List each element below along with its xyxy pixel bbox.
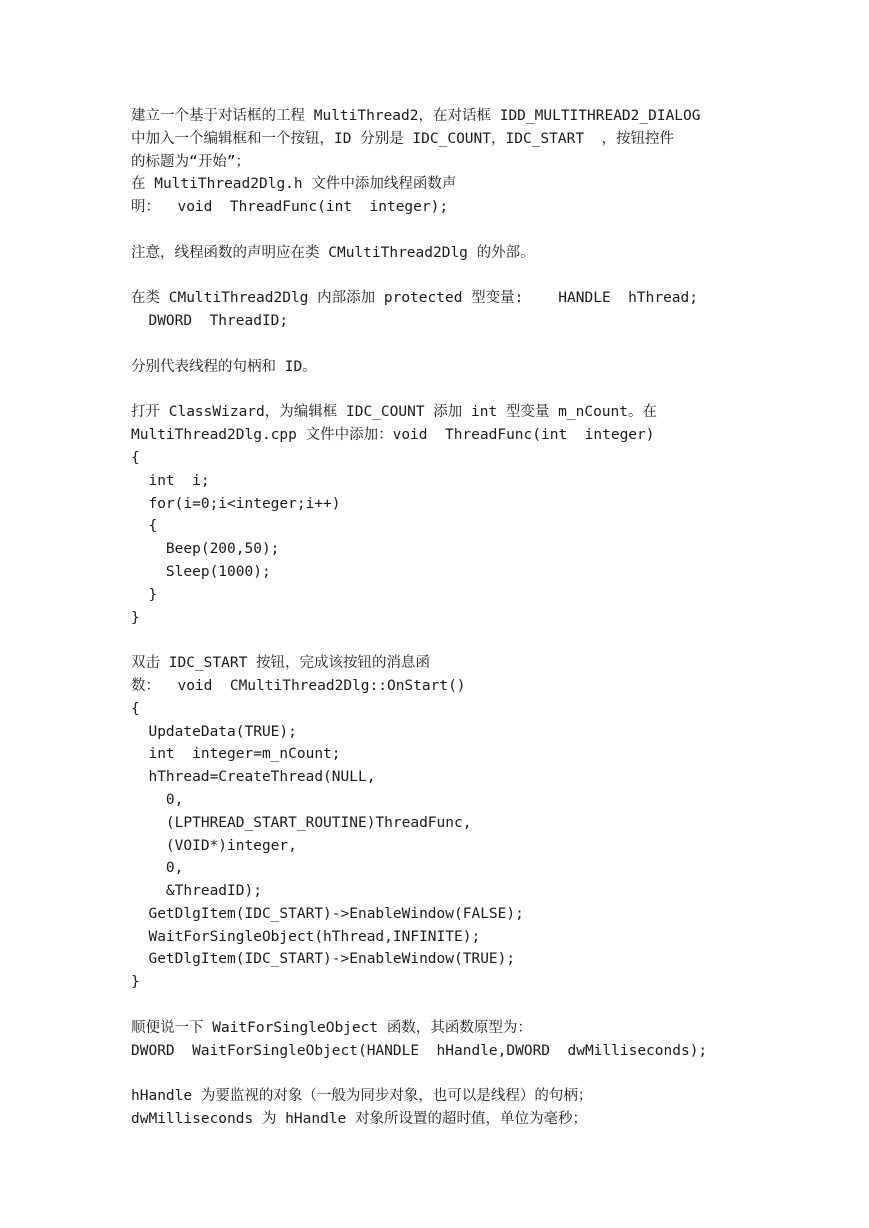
text-line: 打开 ClassWizard，为编辑框 IDC_COUNT 添加 int 型变量 m_nCount。在: [131, 404, 657, 421]
text-line: 顺便说一下 WaitForSingleObject 函数，其函数原型为：: [131, 1019, 532, 1036]
blank-line: [131, 629, 771, 652]
text-line: 在类 CMultiThread2Dlg 内部添加 protected 型变量: HANDLE hThread;: [131, 290, 698, 307]
blank-line: [131, 265, 771, 288]
document-body: [131, 105, 771, 1131]
blank-line: [131, 1062, 771, 1085]
code-line: (VOID*)integer,: [131, 837, 297, 854]
code-line: }: [131, 609, 140, 626]
code-line: GetDlgItem(IDC_START)->EnableWindow(TRUE);: [131, 951, 516, 968]
code-line: hThread=CreateThread(NULL,: [131, 769, 376, 786]
code-line: DWORD WaitForSingleObject(HANDLE hHandle,DWORD dwMilliseconds);: [131, 1042, 708, 1059]
blank-line: [131, 333, 771, 356]
text-line: 注意，线程函数的声明应在类 CMultiThread2Dlg 的外部。: [131, 244, 535, 261]
text-line: 中加入一个编辑框和一个按钮，ID 分别是 IDC_COUNT，IDC_START ，按钮控件: [131, 130, 675, 147]
code-line: Sleep(1000);: [131, 563, 271, 580]
code-line: Beep(200,50);: [131, 541, 280, 558]
code-line: int integer=m_nCount;: [131, 746, 341, 763]
text-line: dwMilliseconds 为 hHandle 对象所设置的超时值，单位为毫秒；: [131, 1111, 588, 1128]
code-line: int i;: [131, 472, 210, 489]
text-line: 双击 IDC_START 按钮，完成该按钮的消息函: [131, 655, 431, 672]
text-line: 建立一个基于对话框的工程 MultiThread2，在对话框 IDD_MULTITHREAD2_DIALOG: [131, 108, 701, 124]
code-line: UpdateData(TRUE);: [131, 723, 297, 740]
blank-line: [131, 219, 771, 242]
code-line: {: [131, 518, 158, 535]
blank-line: [131, 994, 771, 1017]
code-line: 0,: [131, 860, 184, 877]
code-line: }: [131, 974, 140, 991]
code-line: DWORD ThreadID;: [131, 313, 289, 330]
text-line: hHandle 为要监视的对象（一般为同步对象，也可以是线程）的句柄；: [131, 1088, 593, 1105]
code-line: &ThreadID);: [131, 883, 262, 900]
code-line: {: [131, 700, 140, 717]
code-line: }: [131, 586, 158, 603]
code-line: 数： void CMultiThread2Dlg::OnStart(): [131, 677, 466, 694]
code-line: (LPTHREAD_START_ROUTINE)ThreadFunc,: [131, 814, 472, 831]
blank-line: [131, 379, 771, 402]
code-line: GetDlgItem(IDC_START)->EnableWindow(FALSE);: [131, 905, 524, 922]
code-line: {: [131, 449, 140, 466]
text-line: MultiThread2Dlg.cpp 文件中添加：void ThreadFunc(int integer): [131, 427, 655, 444]
code-line: WaitForSingleObject(hThread,INFINITE);: [131, 928, 481, 945]
code-line: 0,: [131, 791, 184, 808]
text-line: 分别代表线程的句柄和 ID。: [131, 358, 317, 375]
code-line: 明： void ThreadFunc(int integer);: [131, 199, 449, 216]
text-line: 在 MultiThread2Dlg.h 文件中添加线程函数声: [131, 176, 457, 193]
text-line: 的标题为“开始”；: [131, 153, 250, 170]
code-line: for(i=0;i<integer;i++): [131, 495, 341, 512]
